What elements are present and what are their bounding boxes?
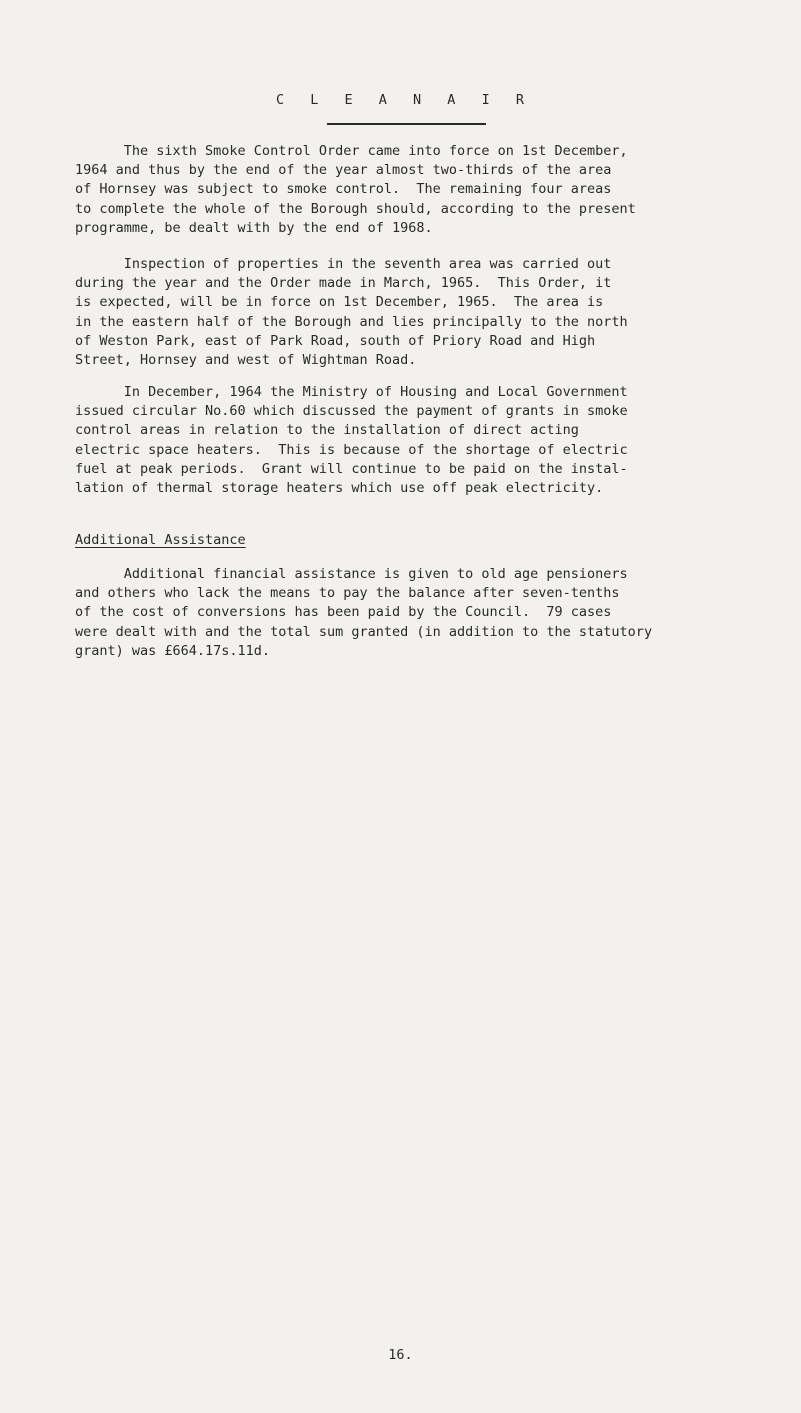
text-line: to complete the whole of the Borough should, according to the present xyxy=(75,200,636,217)
text-line: electric space heaters. This is because of the shortage of electric xyxy=(75,441,628,458)
text-line: Additional financial assistance is given to old age pensioners xyxy=(75,566,628,582)
text-line: is expected, will be in force on 1st December, 1965. The area is xyxy=(75,294,604,311)
page-number: 16. xyxy=(388,1347,413,1363)
text-line: control areas in relation to the installation of direct acting xyxy=(75,422,579,439)
text-line: fuel at peak periods. Grant will continue to be paid on the instal- xyxy=(75,460,628,477)
text-line: 1964 and thus by the end of the year almost two-thirds of the area xyxy=(75,162,612,179)
text-line: of the cost of conversions has been paid by the Council. 79 cases xyxy=(75,604,612,621)
text-line: lation of thermal storage heaters which use off peak electricity. xyxy=(75,480,604,497)
paragraph-ministry-circular xyxy=(75,383,745,498)
paragraph-seventh-area xyxy=(75,255,745,370)
page-title: C L E A N A I R xyxy=(276,92,533,108)
text-line: issued circular No.60 which discussed the payment of grants in smoke xyxy=(75,403,628,420)
title-underline xyxy=(327,123,486,125)
text-line: Street, Hornsey and west of Wightman Road. xyxy=(75,352,417,369)
paragraph-additional-assistance xyxy=(75,565,745,661)
section-heading-additional-assistance: Additional Assistance xyxy=(75,532,246,548)
text-line: In December, 1964 the Ministry of Housing and Local Government xyxy=(75,384,628,400)
text-line: during the year and the Order made in March, 1965. This Order, it xyxy=(75,275,612,292)
text-line: The sixth Smoke Control Order came into force on 1st December, xyxy=(75,143,628,159)
text-line: were dealt with and the total sum granted (in addition to the statutory xyxy=(75,623,653,640)
text-line: Inspection of properties in the seventh area was carried out xyxy=(75,256,612,272)
text-line: grant) was £664.17s.11d. xyxy=(75,642,271,659)
paragraph-smoke-control-order xyxy=(75,142,745,238)
text-line: programme, be dealt with by the end of 1968. xyxy=(75,219,433,236)
text-line: of Hornsey was subject to smoke control. The remaining four areas xyxy=(75,181,612,198)
text-line: in the eastern half of the Borough and lies principally to the north xyxy=(75,313,628,330)
text-line: of Weston Park, east of Park Road, south of Priory Road and High xyxy=(75,332,596,349)
text-line: and others who lack the means to pay the balance after seven-tenths xyxy=(75,585,620,602)
